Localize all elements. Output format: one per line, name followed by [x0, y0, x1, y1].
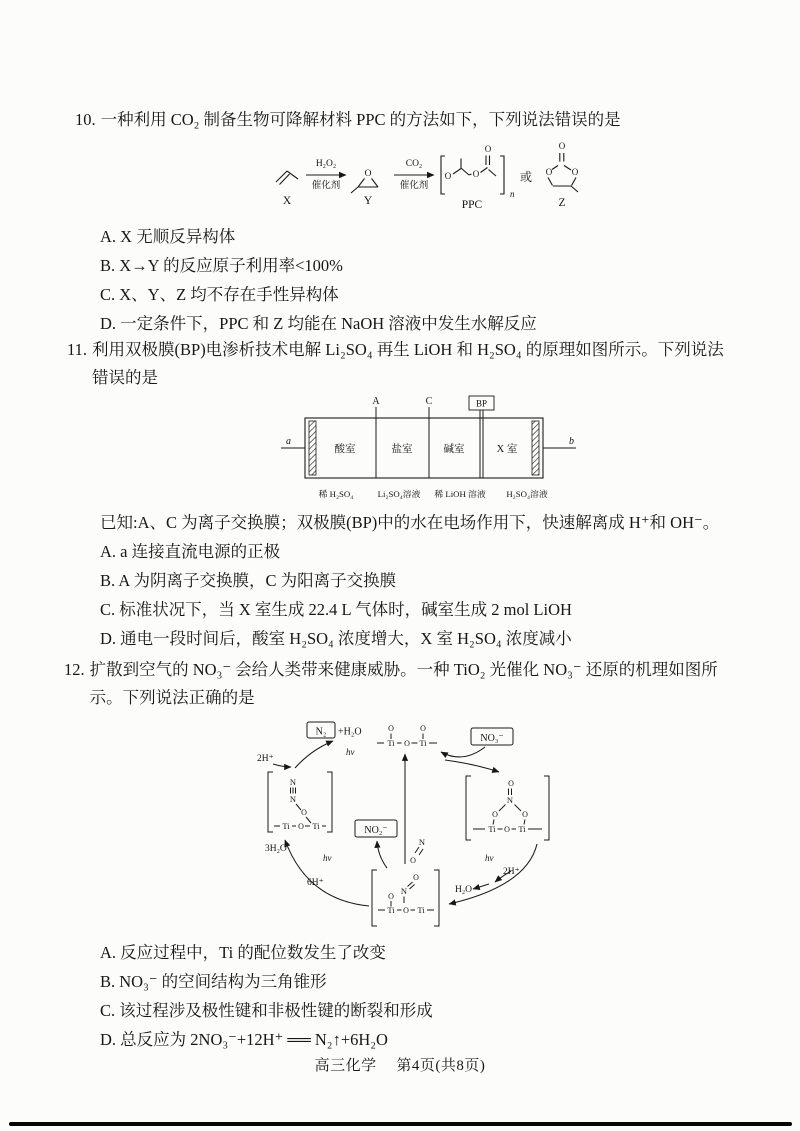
label-z: Z	[558, 197, 566, 209]
arrow-no3-adsorb	[441, 747, 485, 757]
atom-o: O	[492, 810, 498, 819]
electrolysis-cell	[281, 396, 576, 478]
no3-label: NO₃⁻	[480, 733, 504, 744]
2h-right-label: 2H⁺	[503, 867, 520, 877]
q10-option-b: B. X→Y 的反应原子利用率<100%	[100, 256, 343, 275]
q10-option-a: A. X 无顺反异构体	[100, 227, 236, 246]
solution-dilute-h2so4: 稀 H₂SO₄	[318, 489, 354, 499]
question-12	[64, 656, 740, 1054]
q11-option-c: C. 标准状况下，当 X 室生成 22.4 L 气体时，碱室生成 2 mol LiOH	[100, 600, 572, 619]
q12-number: 12.	[64, 660, 85, 679]
solution-li2so4: Li₂SO₄溶液	[377, 489, 421, 499]
q11-electrodialysis-diagram	[279, 394, 579, 506]
cell-labels	[286, 396, 574, 499]
q12-option-c: C. 该过程涉及极性键和非极性键的断裂和形成	[100, 1001, 433, 1020]
q11-stem	[67, 336, 740, 392]
q11-number: 11.	[67, 340, 88, 359]
atom-o: O	[413, 873, 419, 882]
q12-stem-text: 扩散到空气的 NO₃⁻ 会给人类带来健康威胁。一种 TiO₂ 光催化 NO₃⁻ 还原的机理如图所示。下列说法正确的是	[89, 660, 718, 707]
atom-ti: Ti	[518, 824, 526, 834]
chamber-salt: 盐室	[391, 444, 413, 455]
membrane-c-label: C	[425, 396, 433, 407]
atom-o: O	[420, 724, 426, 733]
cycle-labels	[257, 727, 520, 896]
reagent-co2: CO₂	[405, 159, 423, 169]
hv-label: hν	[485, 853, 494, 863]
label-y: Y	[363, 195, 373, 207]
hv-label: hν	[346, 747, 355, 757]
q12-photocatalysis-cycle	[249, 714, 569, 936]
chamber-acid: 酸室	[334, 444, 356, 455]
right-electrode	[532, 421, 539, 475]
q10-scheme-labels	[283, 141, 579, 211]
page-footer: 高三化学 第4页(共8页)	[314, 1058, 486, 1074]
label-ppc: PPC	[461, 199, 483, 211]
atom-o: O	[388, 892, 394, 901]
left-electrode	[309, 421, 316, 475]
atom-n: N	[289, 794, 297, 804]
q10-reaction-scheme	[270, 140, 610, 220]
atom-o: O	[522, 810, 528, 819]
atom-o: O	[410, 856, 416, 865]
atom-ti: Ti	[387, 738, 395, 748]
q11-stem-text: 利用双极膜(BP)电渗析技术电解 Li₂SO₄ 再生 LiOH 和 H₂SO₄ 的原理如图所示。下列说法错误的是	[92, 340, 724, 387]
cluster-bonds	[268, 722, 549, 926]
terminal-b-label: b	[569, 436, 574, 447]
label-x: X	[282, 195, 292, 207]
atom-n: N	[418, 837, 426, 847]
atom-ti: Ti	[417, 905, 425, 915]
q12-option-b: B. NO₃⁻ 的空间结构为三角锥形	[100, 972, 327, 991]
q11-option-d: D. 通电一段时间后，酸室 H₂SO₄ 浓度增大，X 室 H₂SO₄ 浓度减小	[100, 629, 572, 648]
question-11	[67, 336, 740, 653]
q10-number: 10.	[75, 110, 96, 129]
ring-o-atom: O	[545, 167, 553, 177]
q11-options	[100, 537, 740, 653]
n2-product-label: N₂	[315, 726, 327, 738]
epoxide-o-atom: O	[364, 169, 372, 179]
arrow-2h-in-left	[273, 764, 291, 767]
reagent-h2o2: H₂O₂	[315, 159, 337, 169]
atom-ti: Ti	[488, 824, 496, 834]
h2o-product-label: +H₂O	[338, 726, 362, 738]
6h-label: 6H⁺	[307, 878, 324, 888]
q10-stem	[75, 106, 740, 134]
no2-label: NO₂⁻	[364, 825, 388, 836]
atom-o: O	[508, 779, 514, 788]
2h-left-label: 2H⁺	[257, 754, 274, 764]
chamber-alkali: 碱室	[443, 444, 465, 455]
arrow-to-n2	[295, 741, 333, 768]
atom-o: O	[403, 906, 409, 915]
chain-o-atom: O	[444, 171, 452, 181]
q10-stem-text: 一种利用 CO₂ 制备生物可降解材料 PPC 的方法如下，下列说法错误的是	[100, 110, 621, 129]
atom-o: O	[388, 724, 394, 733]
membrane-bp-label: BP	[475, 398, 488, 409]
arrow-to-no2	[377, 841, 387, 868]
3h2o-label: 3H₂O	[265, 844, 287, 854]
q12-stem	[64, 656, 740, 712]
solution-dilute-lioh: 稀 LiOH 溶液	[434, 489, 486, 499]
atom-ti: Ti	[312, 821, 320, 831]
q10-options	[100, 222, 740, 338]
atom-o: O	[404, 739, 410, 748]
arrow-top-to-right	[445, 760, 499, 772]
q12-option-a: A. 反应过程中，Ti 的配位数发生了改变	[100, 943, 386, 962]
carbonyl-o-atom: O	[558, 141, 566, 151]
atom-n: N	[506, 795, 514, 805]
atom-o: O	[504, 825, 510, 834]
q10-option-d: D. 一定条件下，PPC 和 Z 均能在 NaOH 溶液中发生水解反应	[100, 314, 537, 333]
q12-options	[100, 938, 740, 1054]
atom-ti: Ti	[387, 905, 395, 915]
hv-label: hν	[323, 853, 332, 863]
terminal-a-label: a	[286, 436, 291, 447]
q11-option-a: A. a 连接直流电源的正极	[100, 542, 281, 561]
q11-known-info: 已知:A、C 为离子交换膜；双极膜(BP)中的水在电场作用下，快速解离成 H⁺和 OH⁻。	[100, 513, 720, 532]
sub-n: n	[510, 189, 515, 199]
catalyst-label-1: 催化剂	[311, 181, 341, 191]
ring-o-atom: O	[571, 167, 579, 177]
chain-o-atom: O	[472, 169, 480, 179]
scan-edge-line	[9, 1122, 792, 1126]
solution-h2so4: H₂SO₄溶液	[506, 489, 548, 499]
atom-o: O	[301, 808, 307, 817]
atom-ti: Ti	[282, 821, 290, 831]
atom-n: N	[400, 886, 408, 896]
membrane-a-label: A	[372, 396, 380, 407]
atom-o: O	[298, 822, 304, 831]
arrow-bottom-to-left	[285, 840, 369, 906]
catalyst-label-2: 催化剂	[399, 181, 429, 191]
arrow-h2o-out	[473, 884, 489, 889]
question-10	[75, 106, 740, 338]
h2o-out-label: H₂O	[455, 885, 473, 895]
carbonyl-o-atom: O	[484, 144, 492, 154]
q10-option-c: C. X、Y、Z 均不存在手性异构体	[100, 285, 339, 304]
or-text: 或	[519, 170, 533, 184]
chamber-x: X 室	[496, 444, 518, 455]
q11-option-b: B. A 为阴离子交换膜，C 为阳离子交换膜	[100, 571, 397, 590]
q12-option-d: D. 总反应为 2NO₃⁻+12H⁺ ══ N₂↑+6H₂O	[100, 1030, 388, 1049]
atom-n: N	[289, 777, 297, 787]
atom-ti: Ti	[419, 738, 427, 748]
